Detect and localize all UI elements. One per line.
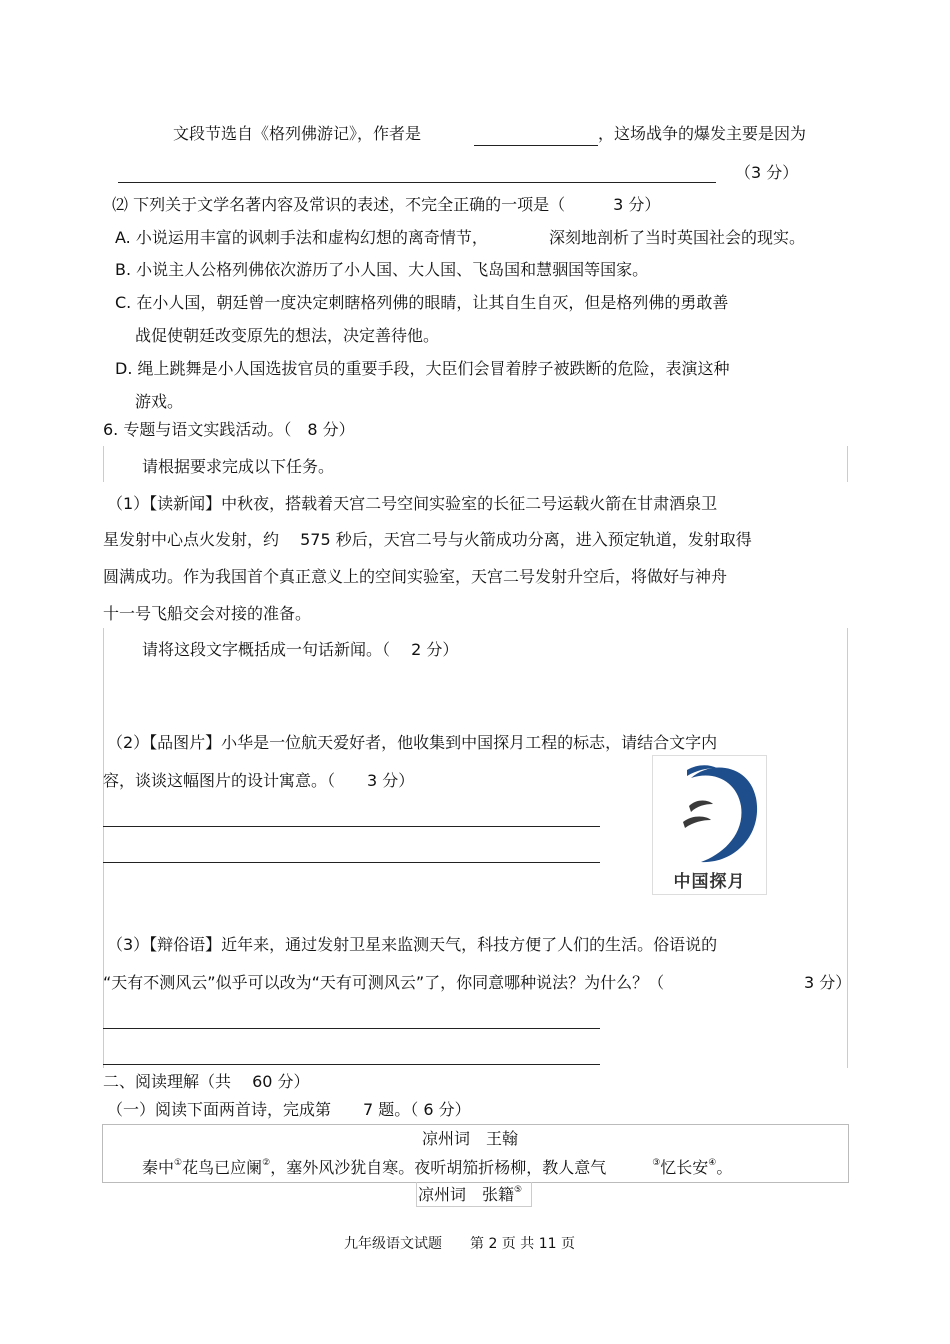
- picture-line-1: （2）【品图片】小华是一位航天爱好者，他收集到中国探月工程的标志，请结合文字内: [107, 733, 718, 752]
- picture-answer-line-1[interactable]: [103, 826, 600, 827]
- footnote-3: ③: [652, 1158, 661, 1168]
- news-line-2: 星发射中心点火发射，约 575 秒后，天宫二号与火箭成功分离，进入预定轨道，发射取得: [103, 530, 752, 549]
- option-c-line2: 战促使朝廷改变原先的想法，决定善待他。: [135, 326, 440, 345]
- proverb-line-1: （3）【辩俗语】近年来，通过发射卫星来监测天气，科技方便了人们的生活。俗语说的: [107, 935, 718, 954]
- reason-answer-blank[interactable]: [118, 182, 716, 183]
- answer-area-border-right: [847, 628, 848, 1068]
- logo-caption: 中国探月: [673, 872, 746, 892]
- answer-area-border-left: [103, 628, 104, 1068]
- proverb-answer-line-2[interactable]: [103, 1064, 600, 1065]
- option-d-line2: 游戏。: [135, 392, 184, 411]
- poem-2-title: 凉州词 张籍⑤: [418, 1185, 523, 1204]
- proverb-answer-line-1[interactable]: [103, 1028, 600, 1029]
- picture-answer-line-2[interactable]: [103, 862, 600, 863]
- option-a-right: 深刻地剖析了当时英国社会的现实。: [549, 228, 806, 247]
- poem-1-title: 凉州词 王翰: [422, 1129, 519, 1148]
- author-answer-blank[interactable]: [474, 145, 598, 146]
- intro-text-left: 文段节选自《格列佛游记》，作者是: [173, 124, 422, 143]
- option-b: B. 小说主人公格列佛依次游历了小人国、大人国、飞岛国和慧骃国等国家。: [115, 260, 649, 279]
- instruction-text: 请根据要求完成以下任务。: [142, 457, 335, 476]
- footnote-1: ①: [174, 1158, 183, 1168]
- answer-area-border-left: [103, 446, 104, 482]
- answer-area-border-right: [847, 446, 848, 482]
- page-footer: 九年级语文试题 第 2 页 共 11 页: [344, 1236, 575, 1252]
- reading-part-1-title: （一）阅读下面两首诗，完成第 7 题。（ 6 分）: [107, 1100, 471, 1119]
- option-c-line1: C. 在小人国，朝廷曾一度决定刺瞎格列佛的眼睛，让其自生自灭，但是格列佛的勇敢善: [115, 293, 729, 312]
- intro-text-right: ，这场战争的爆发主要是因为: [598, 124, 807, 143]
- option-a-left: A. 小说运用丰富的讽刺手法和虚构幻想的离奇情节，: [115, 228, 488, 247]
- option-d-line1: D. 绳上跳舞是小人国选拔官员的重要手段，大臣们会冒着脖子被跌断的危险，表演这种: [115, 359, 730, 378]
- question-6-title: 6. 专题与语文实践活动。（ 8 分）: [103, 420, 355, 439]
- score-label: （3 分）: [735, 163, 799, 182]
- lunar-program-logo: [652, 755, 767, 895]
- poem-1-text: 秦中①花鸟已应阑②，塞外风沙犹自寒。夜听胡笳折杨柳，教人意气 ③忆长安④。: [142, 1158, 733, 1177]
- news-line-4: 十一号飞船交会对接的准备。: [103, 604, 312, 623]
- footnote-2: ②: [262, 1158, 271, 1168]
- section-2-title: 二、阅读理解（共 60 分）: [103, 1072, 310, 1091]
- picture-line-2: 容，谈谈这幅图片的设计寓意。（ 3 分）: [103, 771, 415, 790]
- footnote-5: ⑤: [514, 1185, 523, 1195]
- news-line-3: 圆满成功。作为我国首个真正意义上的空间实验室，天宫二号发射升空后，将做好与神舟: [103, 567, 728, 586]
- news-line-1: （1）【读新闻】中秋夜，搭载着天宫二号空间实验室的长征二号运载火箭在甘肃酒泉卫: [107, 494, 718, 513]
- proverb-score: 3 分）: [804, 973, 852, 992]
- question-stem: ⑵ 下列关于文学名著内容及常识的表述，不完全正确的一项是（ 3 分）: [112, 195, 661, 214]
- crescent-moon-icon: [653, 756, 766, 868]
- footnote-4: ④: [708, 1158, 717, 1168]
- proverb-line-2: “天有不测风云”似乎可以改为“天有可测风云”了，你同意哪种说法？为什么？（: [103, 973, 665, 992]
- news-prompt: 请将这段文字概括成一句话新闻。（ 2 分）: [142, 640, 459, 659]
